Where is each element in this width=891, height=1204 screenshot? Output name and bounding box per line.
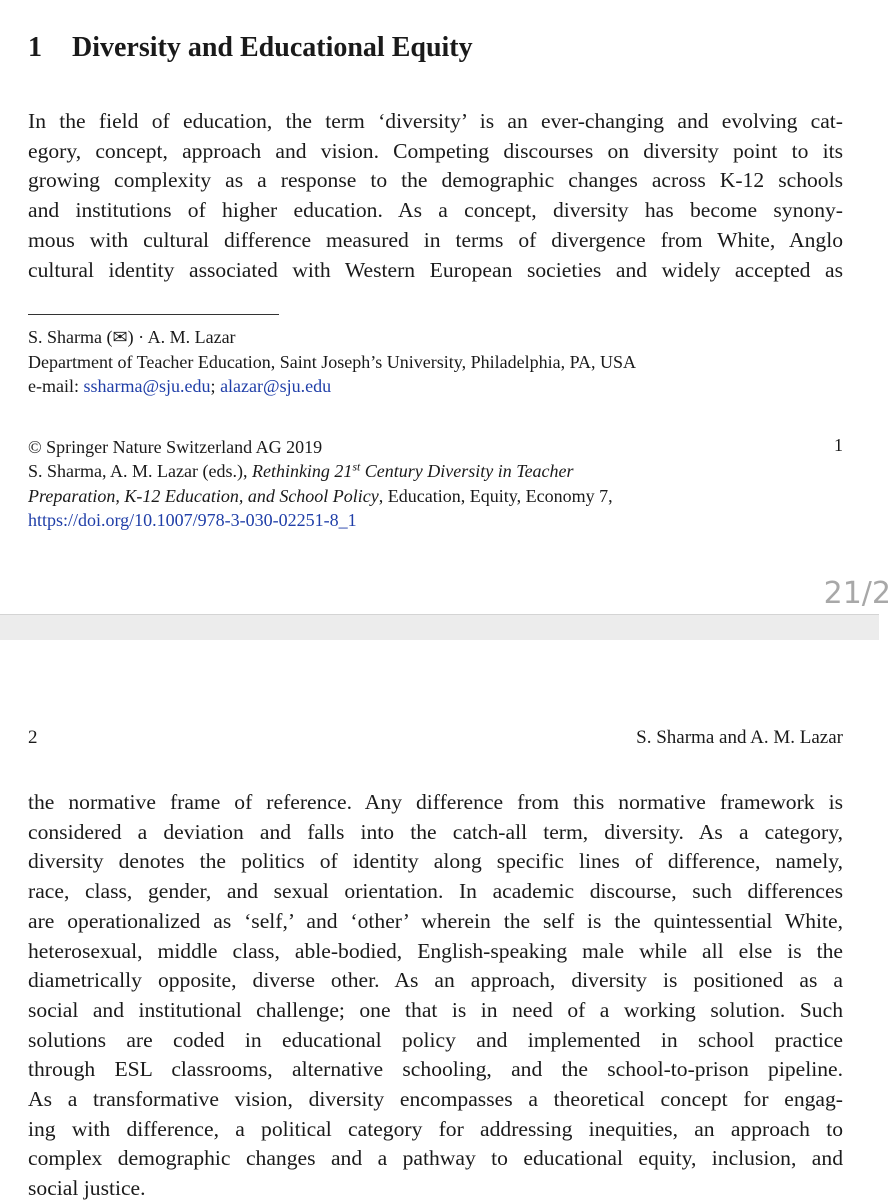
chapter-heading [28, 32, 473, 64]
doi-line [28, 508, 357, 532]
mail-icon[interactable]: (✉) [106, 327, 134, 347]
paragraph-line: ing with difference, a political category for addressing inequities, an approach to [28, 1116, 843, 1141]
paragraph-line: complex demographic changes and a pathway to educational equity, inclusion, and [28, 1146, 843, 1171]
email-line [28, 374, 331, 398]
citation-editors: S. Sharma, A. M. Lazar (eds.), [28, 461, 248, 481]
paragraph-line: As a transformative vision, diversity encompasses a theoretical concept for engag- [28, 1087, 843, 1112]
paragraph-line: and institutions of higher education. As a concept, diversity has become synony- [28, 198, 843, 223]
author-name: S. Sharma [28, 327, 102, 347]
email-link-sharma[interactable]: ssharma@sju.edu [83, 376, 211, 396]
author-separator: · [138, 327, 145, 347]
paragraph-line: egory, concept, approach and vision. Competing discourses on diversity point to its [28, 138, 843, 163]
ordinal-suffix: st [352, 460, 361, 474]
series-info: , Education, Equity, Economy 7, [378, 486, 613, 506]
email-link-lazar[interactable]: alazar@sju.edu [220, 376, 332, 396]
paragraph-line: In the field of education, the term ‘diversity’ is an ever-changing and evolving cat- [28, 109, 843, 133]
body-paragraph [28, 788, 843, 1204]
paragraph-line: are operationalized as ‘self,’ and ‘other’ wherein the self is the quintessential White, [28, 908, 843, 933]
page-number: 1 [834, 435, 843, 455]
paragraph-line: race, class, gender, and sexual orientation. In academic discourse, such differences [28, 879, 843, 904]
paragraph-line: the normative frame of reference. Any difference from this normative framework is [28, 790, 843, 814]
paragraph-line: social justice. [28, 1176, 146, 1201]
paragraph-line: diversity denotes the politics of identity along specific lines of difference, namely, [28, 849, 843, 874]
footnote-divider [28, 314, 279, 315]
book-title: Rethinking 21 [251, 461, 353, 481]
paragraph-line: growing complexity as a response to the demographic changes across K-12 schools [28, 168, 843, 193]
author-name: A. M. Lazar [147, 327, 236, 347]
paragraph-line: considered a deviation and falls into the catch-all term, diversity. As a category, [28, 819, 843, 844]
email-separator: ; [210, 376, 216, 396]
doi-link[interactable]: https://doi.org/10.1007/978-3-030-02251-8_1 [28, 510, 357, 530]
page-number: 2 [28, 727, 38, 748]
running-head-authors: S. Sharma and A. M. Lazar [636, 727, 843, 748]
paragraph-line: solutions are coded in educational policy and implemented in school practice [28, 1027, 843, 1052]
page-indicator: 21/2 [823, 576, 891, 611]
chapter-number: 1 [28, 32, 42, 63]
paragraph-line: heterosexual, middle class, able-bodied, English-speaking male while all else is the [28, 938, 843, 963]
affiliation: Department of Teacher Education, Saint Joseph’s University, Philadelphia, PA, USA [28, 352, 636, 372]
email-label: e-mail: [28, 376, 79, 396]
book-subtitle: Preparation, K-12 Education, and School Policy [28, 486, 379, 506]
paragraph-line: through ESL classrooms, alternative schooling, and the school-to-prison pipeline. [28, 1057, 843, 1082]
citation-line-2 [28, 484, 613, 508]
copyright-line: © Springer Nature Switzerland AG 2019 [28, 437, 323, 457]
authors-line [28, 325, 236, 349]
paragraph-line: mous with cultural difference measured in terms of divergence from White, Anglo [28, 227, 843, 252]
paragraph-line: social and institutional challenge; one that is in need of a working solution. Such [28, 997, 843, 1022]
book-title-cont: Century Diversity in Teacher [360, 461, 574, 481]
chapter-title: Diversity and Educational Equity [72, 32, 473, 63]
page-separator [0, 614, 879, 641]
paragraph-line: cultural identity associated with Western European societies and widely accepted as [28, 257, 843, 282]
citation-line-1 [28, 459, 574, 483]
intro-paragraph [28, 107, 843, 285]
paragraph-line: diametrically opposite, diverse other. As an approach, diversity is positioned as a [28, 968, 843, 993]
